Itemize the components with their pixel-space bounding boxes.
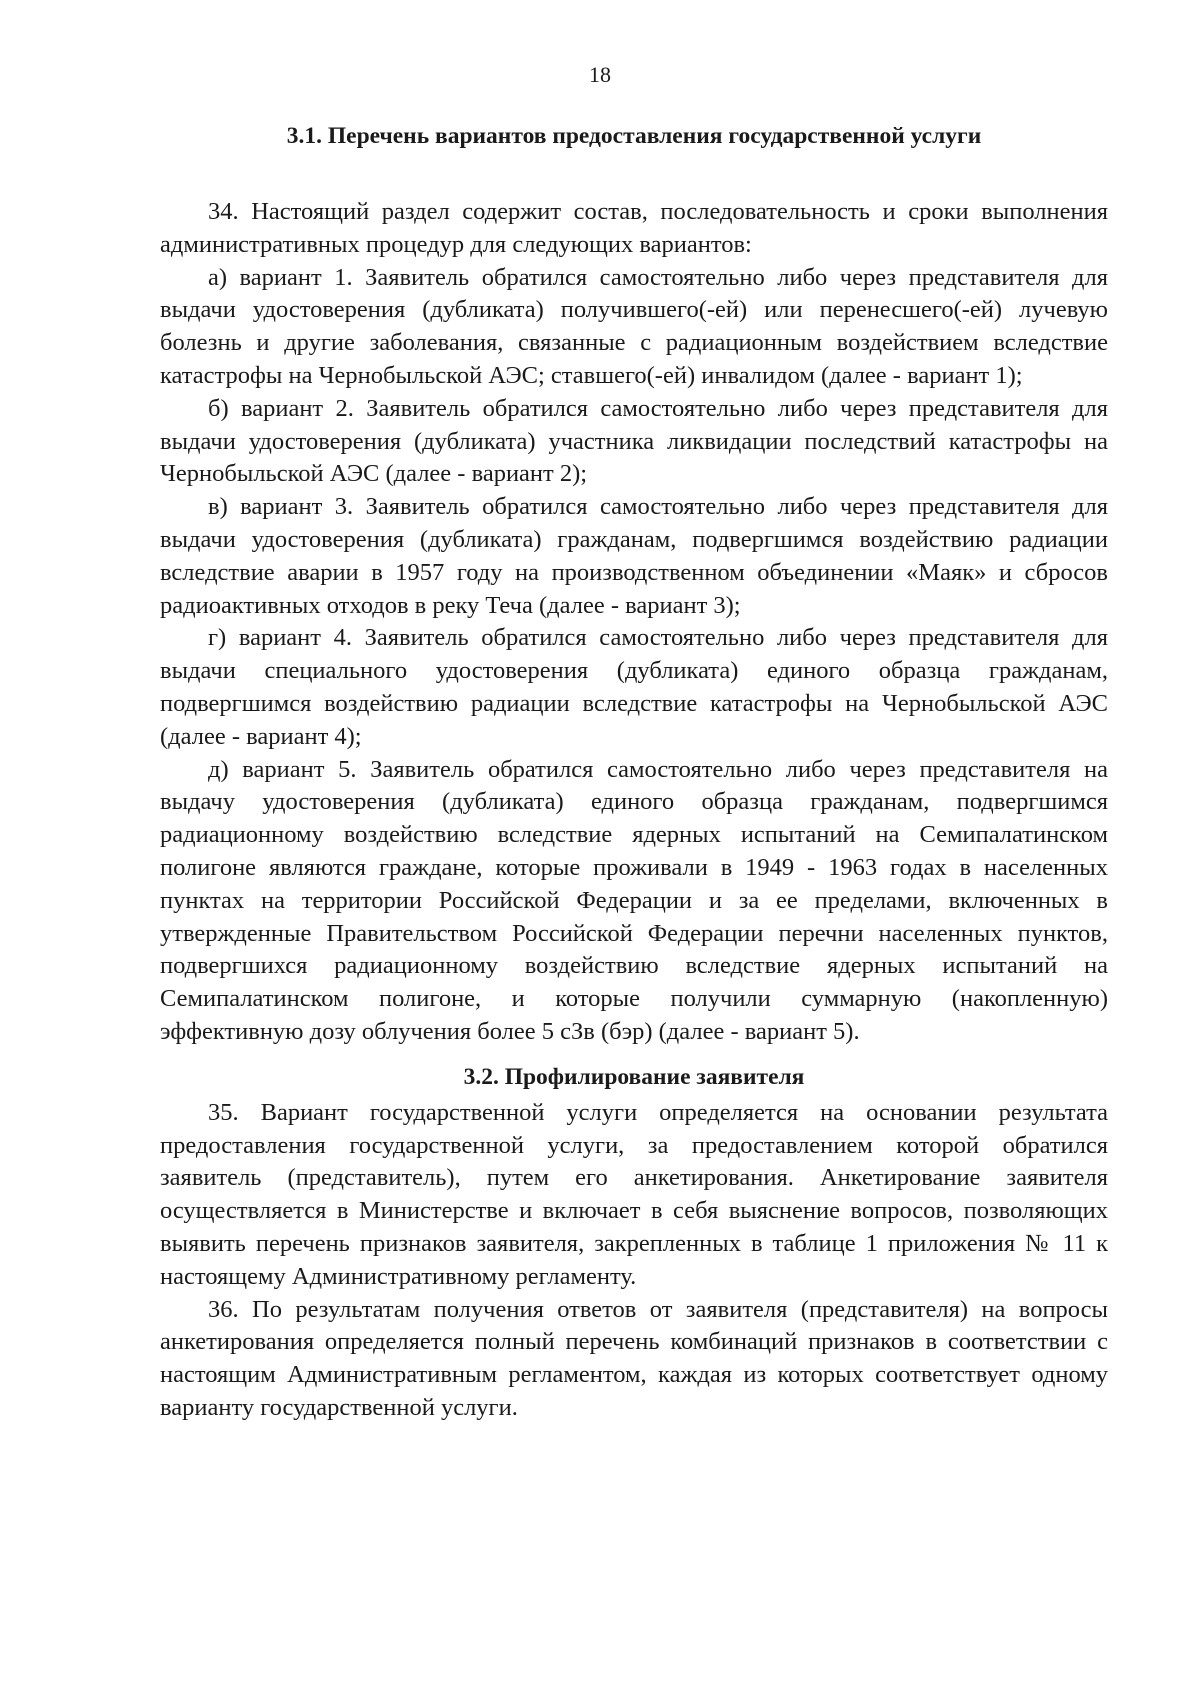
section-heading-3-1: 3.1. Перечень вариантов предоставления государственной услуги (286, 123, 982, 149)
list-item-variant-2: б) вариант 2. Заявитель обратился самостоятельно либо через представителя для выдачи удостоверения (дубликата) участника ликвидации последствий катастрофы на Чернобыльской АЭС (далее - вариант 2); (160, 394, 1108, 488)
paragraph-35: 35. Вариант государственной услуги определяется на основании результата предоставления государственной услуги, за предоставлением которой обратился заявитель (представитель), путем его анкетирования. Анкетирование заявителя осуществляется в Министерстве и включает в себя выяснение вопросов, позволяющих выявить перечень признаков заявителя, закрепленных в таблице 1 приложения № 11 к настоящему Административному регламенту. (160, 1098, 1108, 1290)
page-number: 18 (589, 62, 611, 87)
document-body (160, 120, 1108, 1425)
paragraph-36: 36. По результатам получения ответов от заявителя (представителя) на вопросы анкетирования определяется полный перечень комбинаций признаков в соответствии с настоящим Административным регламентом, каждая из которых соответствует одному варианту государственной услуги. (160, 1295, 1108, 1421)
list-item-variant-1: а) вариант 1. Заявитель обратился самостоятельно либо через представителя для выдачи удостоверения (дубликата) получившего(-ей) или перенесшего(-ей) лучевую болезнь и другие заболевания, связанные с радиационным воздействием вследствие катастрофы на Чернобыльской АЭС; ставшего(-ей) инвалидом (далее - вариант 1); (160, 263, 1108, 389)
list-item-variant-3: в) вариант 3. Заявитель обратился самостоятельно либо через представителя для выдачи удостоверения (дубликата) гражданам, подвергшимся воздействию радиации вследствие аварии в 1957 году на производственном объединении «Маяк» и сбросов радиоактивных отходов в реку Теча (далее - вариант 3); (160, 493, 1108, 619)
paragraph-34: 34. Настоящий раздел содержит состав, последовательность и сроки выполнения административных процедур для следующих вариантов: (160, 198, 1108, 258)
section-heading-3-2: 3.2. Профилирование заявителя (463, 1063, 805, 1090)
list-item-variant-5: д) вариант 5. Заявитель обратился самостоятельно либо через представителя на выдачу удостоверения (дубликата) единого образца гражданам, подвергшимся радиационному воздействию вследствие ядерных испытаний на Семипалатинском полигоне являются граждане, которые проживали в 1949 - 1963 годах в населенных пунктах на территории Российской Федерации и за ее пределами, включенных в утвержденные Правительством Российской Федерации перечни населенных пунктов, подвергшихся радиационному воздействию вследствие ядерных испытаний на Семипалатинском полигоне, и которые получили суммарную (накопленную) эффективную дозу облучения более 5 сЗв (бэр) (далее - вариант 5). (160, 755, 1108, 1045)
list-item-variant-4: г) вариант 4. Заявитель обратился самостоятельно либо через представителя для выдачи специального удостоверения (дубликата) единого образца гражданам, подвергшимся воздействию радиации вследствие катастрофы на Чернобыльской АЭС (далее - вариант 4); (160, 624, 1108, 750)
